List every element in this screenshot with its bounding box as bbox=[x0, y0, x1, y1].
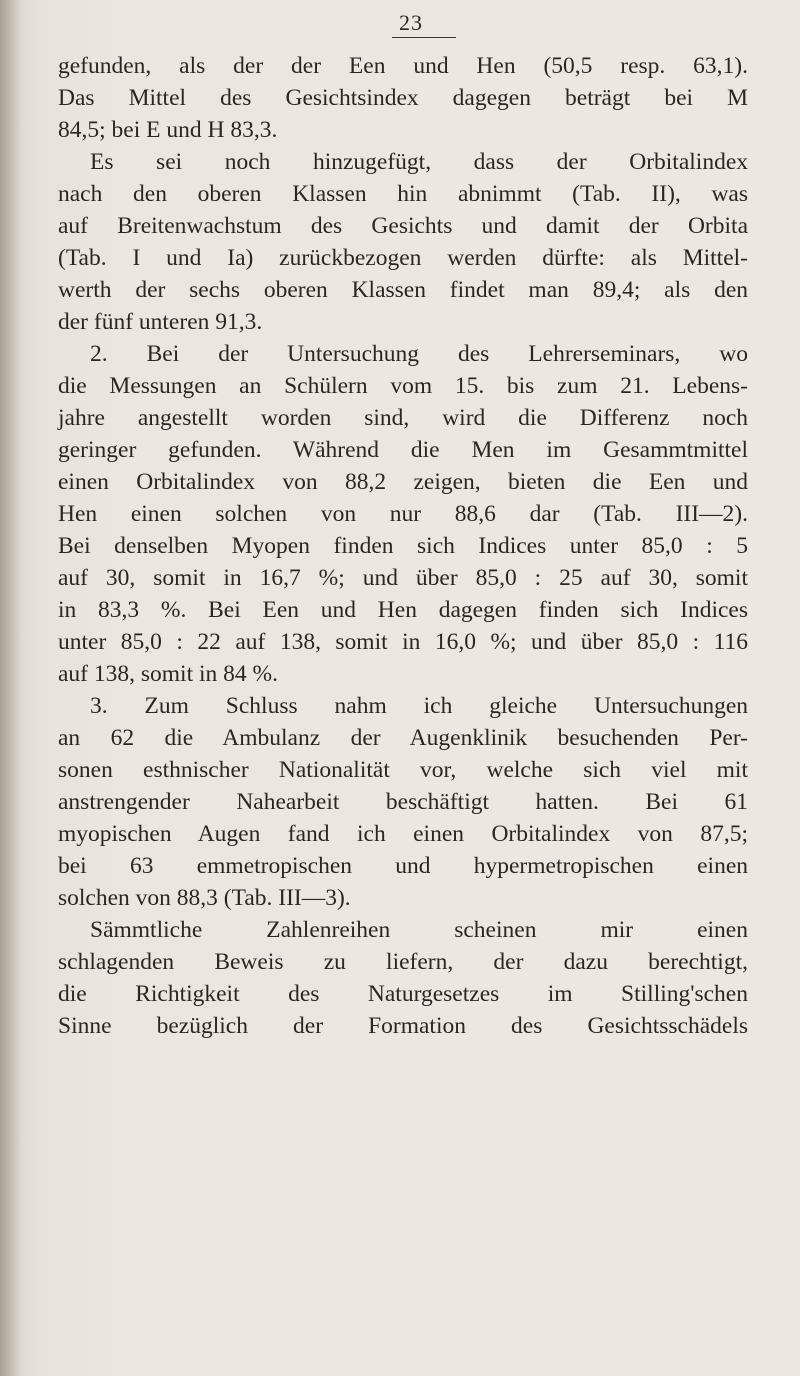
text-line: Sämmtliche Zahlenreihen scheinen mir einen bbox=[90, 917, 748, 943]
text-line: auf 138, somit in 84 %. bbox=[58, 661, 278, 687]
text-line: 3. Zum Schluss nahm ich gleiche Untersuchungen bbox=[90, 693, 748, 719]
text-line: Es sei noch hinzugefügt, dass der Orbitalindex bbox=[90, 149, 748, 175]
text-line: der fünf unteren 91,3. bbox=[58, 309, 263, 335]
text-line: sonen esthnischer Nationalität vor, welche sich viel mit bbox=[58, 757, 748, 783]
text-line: solchen von 88,3 (Tab. III—3). bbox=[58, 885, 351, 911]
text-line: die Messungen an Schülern vom 15. bis zum 21. Lebens- bbox=[58, 373, 748, 399]
text-line: werth der sechs oberen Klassen findet man 89,4; als den bbox=[58, 277, 748, 303]
text-line: an 62 die Ambulanz der Augenklinik besuchenden Per- bbox=[58, 725, 748, 751]
text-line: jahre angestellt worden sind, wird die Differenz noch bbox=[58, 405, 748, 431]
text-line: geringer gefunden. Während die Men im Gesammtmittel bbox=[58, 437, 748, 463]
text-line: gefunden, als der der Een und Hen (50,5 resp. 63,1). bbox=[58, 53, 748, 79]
text-line: auf Breitenwachstum des Gesichts und damit der Orbita bbox=[58, 213, 748, 239]
text-line: unter 85,0 : 22 auf 138, somit in 16,0 %; und über 85,0 : 116 bbox=[58, 629, 748, 655]
text-line: Bei denselben Myopen finden sich Indices unter 85,0 : 5 bbox=[58, 533, 748, 559]
text-line: einen Orbitalindex von 88,2 zeigen, bieten die Een und bbox=[58, 469, 748, 495]
binding-shadow bbox=[0, 0, 22, 1376]
text-line: 84,5; bei E und H 83,3. bbox=[58, 117, 278, 143]
text-line: myopischen Augen fand ich einen Orbitalindex von 87,5; bbox=[58, 821, 748, 847]
text-line: die Richtigkeit des Naturgesetzes im Stilling'schen bbox=[58, 981, 748, 1007]
text-line: (Tab. I und Ia) zurückbezogen werden dürfte: als Mittel- bbox=[58, 245, 748, 271]
page-number: 23 bbox=[399, 10, 423, 35]
body-text bbox=[58, 50, 748, 1042]
text-line: in 83,3 %. Bei Een und Hen dagegen finden sich Indices bbox=[58, 597, 748, 623]
text-line: nach den oberen Klassen hin abnimmt (Tab. II), was bbox=[58, 181, 748, 207]
text-line: Sinne bezüglich der Formation des Gesichtsschädels bbox=[58, 1013, 748, 1039]
text-line: auf 30, somit in 16,7 %; und über 85,0 : 25 auf 30, somit bbox=[58, 565, 748, 591]
text-line: 2. Bei der Untersuchung des Lehrerseminars, wo bbox=[90, 341, 748, 367]
text-line: schlagenden Beweis zu liefern, der dazu berechtigt, bbox=[58, 949, 748, 975]
text-line: Das Mittel des Gesichtsindex dagegen beträgt bei M bbox=[58, 85, 748, 111]
text-line: Hen einen solchen von nur 88,6 dar (Tab. III—2). bbox=[58, 501, 748, 527]
page-number-rule bbox=[392, 37, 456, 38]
text-line: bei 63 emmetropischen und hypermetropischen einen bbox=[58, 853, 748, 879]
text-line: anstrengender Nahearbeit beschäftigt hatten. Bei 61 bbox=[58, 789, 748, 815]
